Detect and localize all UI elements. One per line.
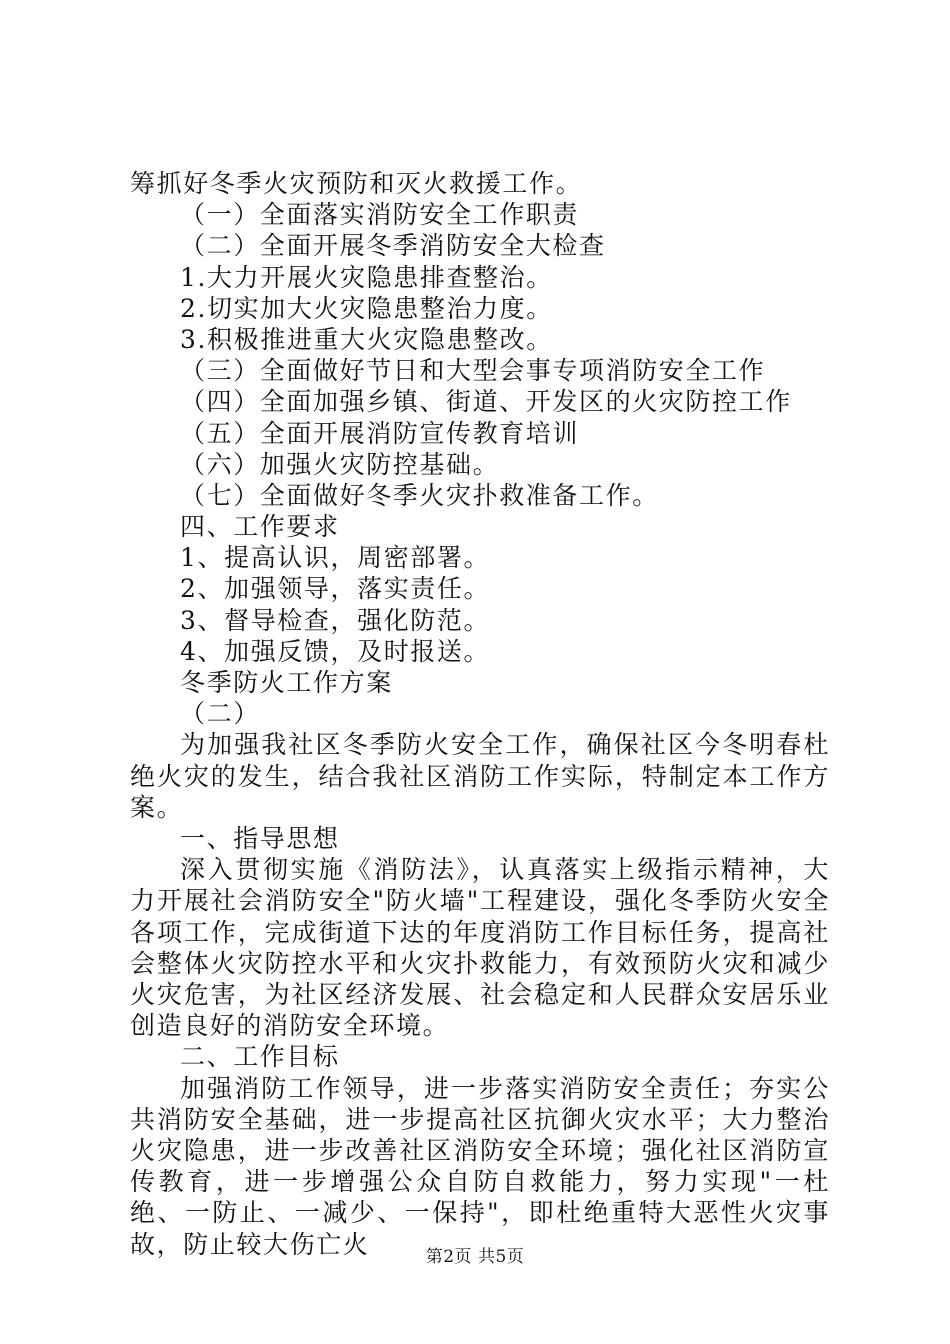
- document-title: 冬季防火工作方案: [180, 668, 393, 697]
- document-body: [130, 168, 830, 1260]
- section-heading: 四、工作要求: [180, 512, 340, 542]
- section-heading: （三）全面做好节日和大型会事专项消防安全工作: [180, 356, 766, 386]
- section-heading: （七）全面做好冬季火灾扑救准备工作。: [180, 480, 659, 510]
- list-item: 1、提高认识，周密部署。: [180, 543, 491, 573]
- section-heading: （一）全面落实消防安全工作职责: [180, 200, 580, 230]
- list-item: 2.切实加大火灾隐患整治力度。: [180, 293, 553, 323]
- list-item: 3、督导检查，强化防范。: [180, 605, 491, 635]
- section-heading: 一、指导思想: [180, 823, 340, 853]
- document-subtitle: （二）: [180, 699, 260, 729]
- section-heading: 二、工作目标: [180, 1042, 340, 1072]
- section-heading: （四）全面加强乡镇、街道、开发区的火灾防控工作: [180, 387, 792, 417]
- guiding-paragraph: 深入贯彻实施《消防法》，认真落实上级指示精神，大力开展社会消防安全"防火墙"工程建设，强化冬季防火安全各项工作，完成街道下达的年度消防工作目标任务，提高社会整体火灾防控水平和火灾扑救能力，有效预防火灾和减少火灾危害，为社区经济发展、社会稳定和人民群众安居乐业创造良好的消防安全环境。: [130, 855, 830, 1041]
- text-line: 筹抓好冬季火灾预防和灭火救援工作。: [130, 169, 583, 198]
- list-item: 3.积极推进重大火灾隐患整改。: [180, 324, 553, 354]
- list-item: 1.大力开展火灾隐患排查整治。: [180, 262, 553, 292]
- intro-paragraph: 为加强我社区冬季防火安全工作，确保社区今冬明春杜绝火灾的发生，结合我社区消防工作实际，特制定本工作方案。: [130, 730, 830, 822]
- page-number: 第2页 共5页: [425, 1247, 525, 1267]
- list-item: 2、加强领导，落实责任。: [180, 574, 491, 604]
- list-item: 4、加强反馈，及时报送。: [180, 636, 491, 666]
- goals-paragraph: 加强消防工作领导，进一步落实消防安全责任；夯实公共消防安全基础，进一步提高社区抗御火灾水平；大力整治火灾隐患，进一步改善社区消防安全环境；强化社区消防宣传教育，进一步增强公众自防自救能力，努力实现"一杜绝、一防止、一减少、一保持"，即杜绝重特大恶性火灾事故，防止较大伤亡火: [130, 1073, 830, 1259]
- section-heading: （五）全面开展消防宣传教育培训: [180, 418, 580, 448]
- section-heading: （六）加强火灾防控基础。: [180, 449, 500, 479]
- section-heading: （二）全面开展冬季消防安全大检查: [180, 231, 606, 261]
